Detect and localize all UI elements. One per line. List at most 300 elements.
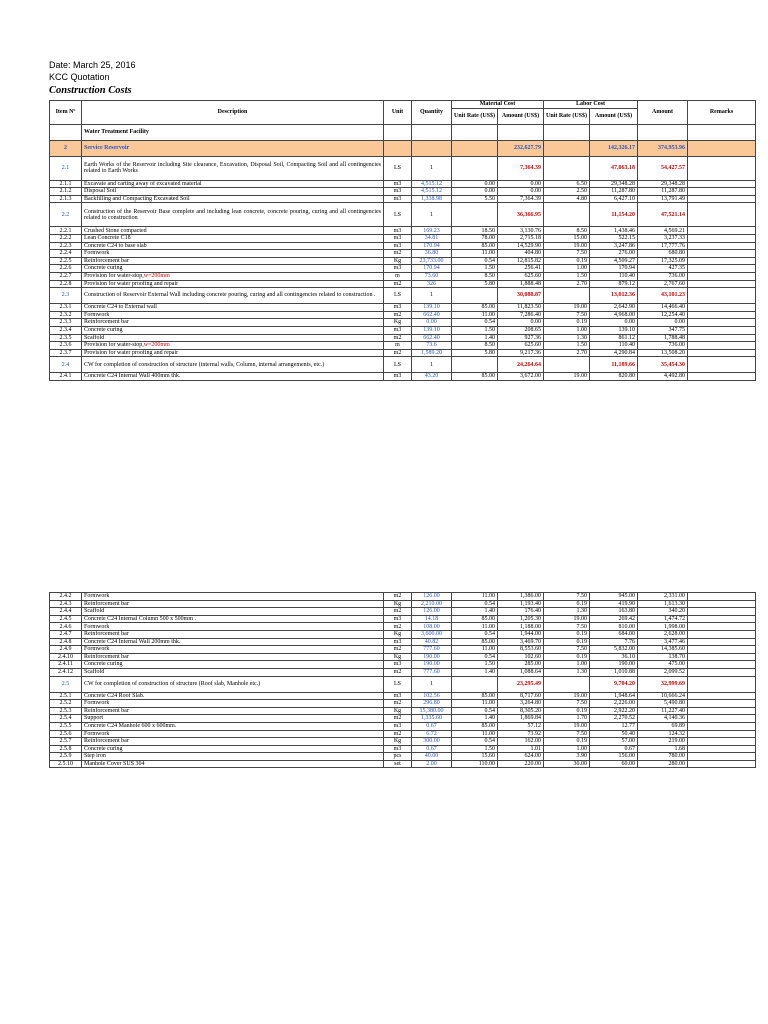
item-quantity: 1 bbox=[412, 357, 452, 373]
quotation-date: Date: March 25, 2016 bbox=[49, 60, 136, 70]
section-title: Water Treatment Facility bbox=[82, 124, 384, 140]
material-amount: 176.40 bbox=[498, 608, 544, 616]
item-number: 2.5.6 bbox=[50, 730, 82, 738]
table-row bbox=[50, 250, 756, 258]
item-unit: m3 bbox=[384, 195, 412, 203]
table-row bbox=[50, 227, 756, 235]
labor-unit-rate: 8.50 bbox=[544, 227, 590, 235]
remarks bbox=[688, 265, 756, 273]
material-amount: 1,869.84 bbox=[498, 715, 544, 723]
labor-unit-rate: 19.00 bbox=[544, 304, 590, 312]
item-unit: m2 bbox=[384, 334, 412, 342]
labor-amount: 163.80 bbox=[590, 608, 638, 616]
table-row bbox=[50, 646, 756, 654]
item-description: Provision for water proofing and repair bbox=[82, 349, 384, 357]
item-unit: m3 bbox=[384, 227, 412, 235]
labor-amount: 2,642.90 bbox=[590, 304, 638, 312]
material-amount: 3,672.00 bbox=[498, 373, 544, 381]
labor-unit-rate: 1.00 bbox=[544, 661, 590, 669]
summary-row bbox=[50, 156, 756, 180]
labor-amount: 11,154.20 bbox=[590, 203, 638, 227]
total-amount: 54,427.57 bbox=[638, 156, 688, 180]
item-quantity: 1,335.60 bbox=[412, 715, 452, 723]
item-description: Crushed Stone compacted bbox=[82, 227, 384, 235]
material-amount: 23,295.49 bbox=[498, 676, 544, 692]
remarks bbox=[688, 349, 756, 357]
total-amount: 17,777.76 bbox=[638, 242, 688, 250]
remarks bbox=[688, 272, 756, 280]
total-amount: 4,492.80 bbox=[638, 373, 688, 381]
item-quantity: 170.94 bbox=[412, 242, 452, 250]
item-quantity: 1,338.98 bbox=[412, 195, 452, 203]
remarks bbox=[688, 280, 756, 288]
labor-amount: 2,270.52 bbox=[590, 715, 638, 723]
item-description: Formwork bbox=[82, 311, 384, 319]
material-unit-rate: 11.00 bbox=[452, 593, 498, 601]
item-description: Reinforcement bar bbox=[82, 257, 384, 265]
total-amount: 29,348.28 bbox=[638, 180, 688, 188]
item-number: 2.1.3 bbox=[50, 195, 82, 203]
item-number: 2.3.2 bbox=[50, 311, 82, 319]
material-amount: 24,264.64 bbox=[498, 357, 544, 373]
labor-unit-rate: 7.50 bbox=[544, 311, 590, 319]
item-description: CW for completion of construction of structure (Roof slab, Manhole etc.) bbox=[82, 676, 384, 692]
remarks bbox=[688, 700, 756, 708]
item-description: Reinforcement bar bbox=[82, 600, 384, 608]
item-number: 2.4.10 bbox=[50, 653, 82, 661]
col-material-header: Material Cost bbox=[452, 101, 544, 109]
total-amount: 475.00 bbox=[638, 661, 688, 669]
item-description: Provision for water proofing and repair bbox=[82, 280, 384, 288]
total-amount: 11,287.80 bbox=[638, 188, 688, 196]
item-unit: LS bbox=[384, 288, 412, 304]
labor-unit-rate: 19.00 bbox=[544, 692, 590, 700]
item-description: Concrete curing bbox=[82, 745, 384, 753]
remarks bbox=[688, 715, 756, 723]
item-description: Earth Works of the Reservoir including Site clearance, Excavation, Disposal Soil, Compacting Soil and all contingencies related to Earth Works bbox=[82, 156, 384, 180]
table-row bbox=[50, 608, 756, 616]
total-amount: 14,385.60 bbox=[638, 646, 688, 654]
material-unit-rate: 0.00 bbox=[452, 180, 498, 188]
material-amount: 1,386.00 bbox=[498, 593, 544, 601]
item-unit: m2 bbox=[384, 668, 412, 676]
remarks bbox=[688, 730, 756, 738]
item-unit: m2 bbox=[384, 608, 412, 616]
total-amount: 0.00 bbox=[638, 319, 688, 327]
labor-unit-rate: 19.00 bbox=[544, 722, 590, 730]
item-quantity: 36.80 bbox=[412, 250, 452, 258]
labor-amount: 4,509.27 bbox=[590, 257, 638, 265]
material-amount: 2,715.18 bbox=[498, 234, 544, 242]
item-unit: Kg bbox=[384, 707, 412, 715]
material-amount: 3,130.76 bbox=[498, 227, 544, 235]
material-unit-rate: 18.50 bbox=[452, 227, 498, 235]
item-quantity: 662.40 bbox=[412, 311, 452, 319]
company-name: KCC Quotation bbox=[49, 72, 110, 82]
item-number: 2.3.3 bbox=[50, 319, 82, 327]
material-amount: 624.00 bbox=[498, 753, 544, 761]
table-row bbox=[50, 280, 756, 288]
table-row bbox=[50, 707, 756, 715]
item-quantity: 2,210.00 bbox=[412, 600, 452, 608]
item-description: Scaffold bbox=[82, 334, 384, 342]
table-row bbox=[50, 668, 756, 676]
item-number: 2.3 bbox=[50, 288, 82, 304]
total-amount: 13,791.49 bbox=[638, 195, 688, 203]
total-amount: 1.68 bbox=[638, 745, 688, 753]
table-row bbox=[50, 638, 756, 646]
material-unit-rate: 8.50 bbox=[452, 272, 498, 280]
item-description: Scaffold bbox=[82, 668, 384, 676]
labor-unit-rate: 0.19 bbox=[544, 707, 590, 715]
total-amount: 680.80 bbox=[638, 250, 688, 258]
remarks bbox=[688, 195, 756, 203]
material-unit-rate: 1.40 bbox=[452, 334, 498, 342]
item-number: 2.4.5 bbox=[50, 615, 82, 623]
item-number: 2.5.5 bbox=[50, 722, 82, 730]
col-description-header: Description bbox=[82, 101, 384, 125]
item-quantity: 190.00 bbox=[412, 653, 452, 661]
material-unit-rate: 1.40 bbox=[452, 608, 498, 616]
labor-unit-rate: 1.30 bbox=[544, 334, 590, 342]
material-unit-rate: 5.80 bbox=[452, 280, 498, 288]
material-amount: 256.41 bbox=[498, 265, 544, 273]
remarks bbox=[688, 188, 756, 196]
table-row bbox=[50, 623, 756, 631]
labor-unit-rate: 2.70 bbox=[544, 280, 590, 288]
material-unit-rate bbox=[452, 288, 498, 304]
document-title: Construction Costs bbox=[49, 85, 132, 96]
labor-amount: 419.90 bbox=[590, 600, 638, 608]
table-row bbox=[50, 615, 756, 623]
remarks bbox=[688, 288, 756, 304]
item-unit: m3 bbox=[384, 326, 412, 334]
item-number: 2.3.1 bbox=[50, 304, 82, 312]
item-quantity: 3,600.00 bbox=[412, 630, 452, 638]
total-amount: 138.70 bbox=[638, 653, 688, 661]
item-quantity: 40.00 bbox=[412, 753, 452, 761]
item-number: 2.2.7 bbox=[50, 272, 82, 280]
remarks bbox=[688, 745, 756, 753]
item-quantity: 1,589.20 bbox=[412, 349, 452, 357]
item-unit: m bbox=[384, 272, 412, 280]
labor-amount: 110.40 bbox=[590, 342, 638, 350]
material-amount: 8,305.20 bbox=[498, 707, 544, 715]
material-amount: 36,366.95 bbox=[498, 203, 544, 227]
material-amount: 0.00 bbox=[498, 319, 544, 327]
item-quantity: 40.82 bbox=[412, 638, 452, 646]
item-unit: Kg bbox=[384, 738, 412, 746]
table-row bbox=[50, 745, 756, 753]
remarks bbox=[688, 334, 756, 342]
table-row bbox=[50, 692, 756, 700]
item-unit: pcs bbox=[384, 753, 412, 761]
item-quantity: 4,515.12 bbox=[412, 180, 452, 188]
item-unit: m2 bbox=[384, 715, 412, 723]
table-row bbox=[50, 319, 756, 327]
labor-unit-rate: 0.19 bbox=[544, 600, 590, 608]
item-description bbox=[82, 272, 384, 280]
table-row bbox=[50, 242, 756, 250]
material-amount: 73.92 bbox=[498, 730, 544, 738]
item-number: 2.5.9 bbox=[50, 753, 82, 761]
remarks bbox=[688, 250, 756, 258]
remarks bbox=[688, 653, 756, 661]
labor-unit-rate: 30.00 bbox=[544, 760, 590, 768]
labor-amount: 142,326.17 bbox=[590, 140, 638, 156]
material-unit-rate: 0.54 bbox=[452, 319, 498, 327]
item-unit: m2 bbox=[384, 349, 412, 357]
remarks bbox=[688, 357, 756, 373]
labor-amount: 11,189.66 bbox=[590, 357, 638, 373]
item-quantity: 139.10 bbox=[412, 326, 452, 334]
labor-amount: 156.00 bbox=[590, 753, 638, 761]
labor-unit-rate: 7.50 bbox=[544, 593, 590, 601]
remarks bbox=[688, 760, 756, 768]
item-number: 2.2.3 bbox=[50, 242, 82, 250]
item-quantity: 0.67 bbox=[412, 722, 452, 730]
summary-row bbox=[50, 288, 756, 304]
table-row bbox=[50, 738, 756, 746]
material-amount: 57.12 bbox=[498, 722, 544, 730]
material-amount: 14,529.90 bbox=[498, 242, 544, 250]
item-quantity: 1 bbox=[412, 203, 452, 227]
material-unit-rate: 85.00 bbox=[452, 638, 498, 646]
item-number: 2.3.7 bbox=[50, 349, 82, 357]
labor-amount: 684.00 bbox=[590, 630, 638, 638]
summary-row bbox=[50, 357, 756, 373]
labor-unit-rate: 6.50 bbox=[544, 180, 590, 188]
labor-unit-rate: 19.00 bbox=[544, 615, 590, 623]
labor-amount: 36.10 bbox=[590, 653, 638, 661]
material-unit-rate: 85.00 bbox=[452, 373, 498, 381]
total-amount: 5,490.80 bbox=[638, 700, 688, 708]
item-unit: LS bbox=[384, 203, 412, 227]
total-amount: 280.00 bbox=[638, 760, 688, 768]
material-amount: 625.60 bbox=[498, 342, 544, 350]
item-quantity: 1 bbox=[412, 676, 452, 692]
labor-amount: 269.42 bbox=[590, 615, 638, 623]
item-description: Formwork bbox=[82, 730, 384, 738]
total-amount: 4,140.36 bbox=[638, 715, 688, 723]
labor-amount: 1,010.88 bbox=[590, 668, 638, 676]
item-number: 2.3.6 bbox=[50, 342, 82, 350]
item-description: Concrete C24 Internal Wall 200mm thk. bbox=[82, 638, 384, 646]
labor-unit-rate: 3.90 bbox=[544, 753, 590, 761]
labor-unit-rate: 7.50 bbox=[544, 700, 590, 708]
table-row bbox=[50, 195, 756, 203]
item-unit: Kg bbox=[384, 319, 412, 327]
labor-unit-rate: 1.00 bbox=[544, 326, 590, 334]
item-unit: m2 bbox=[384, 311, 412, 319]
labor-amount: 12.77 bbox=[590, 722, 638, 730]
table-row bbox=[50, 730, 756, 738]
item-quantity: 126.00 bbox=[412, 593, 452, 601]
table-row bbox=[50, 334, 756, 342]
col-remarks-header: Remarks bbox=[688, 101, 756, 125]
material-amount: 625.60 bbox=[498, 272, 544, 280]
labor-amount: 6,427.10 bbox=[590, 195, 638, 203]
material-unit-rate: 11.00 bbox=[452, 700, 498, 708]
material-amount: 927.36 bbox=[498, 334, 544, 342]
labor-amount: 879.12 bbox=[590, 280, 638, 288]
item-quantity: 326 bbox=[412, 280, 452, 288]
item-description: Concrete curing bbox=[82, 661, 384, 669]
remarks bbox=[688, 326, 756, 334]
total-amount: 374,953.96 bbox=[638, 140, 688, 156]
total-amount: 219.00 bbox=[638, 738, 688, 746]
item-number: 2.3.5 bbox=[50, 334, 82, 342]
labor-unit-rate: 0.19 bbox=[544, 319, 590, 327]
item-unit: m3 bbox=[384, 265, 412, 273]
summary-row bbox=[50, 203, 756, 227]
item-quantity: 43.20 bbox=[412, 373, 452, 381]
total-amount: 1,998.00 bbox=[638, 623, 688, 631]
col-amount-header: Amount bbox=[638, 101, 688, 125]
item-description: Concrete C24 Internal Column 500 x 500mm . bbox=[82, 615, 384, 623]
total-amount: 1,474.72 bbox=[638, 615, 688, 623]
labor-amount: 1,438.46 bbox=[590, 227, 638, 235]
material-amount: 285.00 bbox=[498, 661, 544, 669]
table-row bbox=[50, 653, 756, 661]
material-unit-rate bbox=[452, 156, 498, 180]
labor-unit-rate: 7.50 bbox=[544, 730, 590, 738]
labor-amount: 522.15 bbox=[590, 234, 638, 242]
item-description: Formwork bbox=[82, 593, 384, 601]
material-unit-rate: 1.40 bbox=[452, 715, 498, 723]
labor-unit-rate bbox=[544, 357, 590, 373]
item-number: 2 bbox=[50, 140, 82, 156]
material-amount: 1,888.48 bbox=[498, 280, 544, 288]
item-number: 2.4.7 bbox=[50, 630, 82, 638]
item-description: Reinforcement bar bbox=[82, 319, 384, 327]
table-row bbox=[50, 272, 756, 280]
item-number: 2.4.1 bbox=[50, 373, 82, 381]
total-amount: 13,508.20 bbox=[638, 349, 688, 357]
total-amount: 12,254.40 bbox=[638, 311, 688, 319]
total-amount: 3,477.46 bbox=[638, 638, 688, 646]
item-description: Concrete C24 Manhole 600 x 600mm. bbox=[82, 722, 384, 730]
total-amount: 43,101.23 bbox=[638, 288, 688, 304]
remarks bbox=[688, 623, 756, 631]
material-unit-rate: 0.54 bbox=[452, 600, 498, 608]
material-unit-rate: 0.54 bbox=[452, 738, 498, 746]
total-amount: 2,628.00 bbox=[638, 630, 688, 638]
total-amount: 1,613.30 bbox=[638, 600, 688, 608]
col-quantity-header: Quantity bbox=[412, 101, 452, 125]
material-unit-rate: 11.00 bbox=[452, 730, 498, 738]
total-amount: 2,767.60 bbox=[638, 280, 688, 288]
material-unit-rate: 1.50 bbox=[452, 326, 498, 334]
material-unit-rate: 15.60 bbox=[452, 753, 498, 761]
total-amount: 35,454.30 bbox=[638, 357, 688, 373]
material-amount: 0.00 bbox=[498, 188, 544, 196]
labor-unit-rate: 4.80 bbox=[544, 195, 590, 203]
item-quantity: 662.40 bbox=[412, 334, 452, 342]
labor-amount: 861.12 bbox=[590, 334, 638, 342]
item-number: 2.4.9 bbox=[50, 646, 82, 654]
material-unit-rate: 0.00 bbox=[452, 188, 498, 196]
remarks bbox=[688, 180, 756, 188]
item-unit: m3 bbox=[384, 692, 412, 700]
labor-amount: 0.00 bbox=[590, 319, 638, 327]
labor-unit-rate: 15.00 bbox=[544, 234, 590, 242]
item-description: Concrete C24 to base slab bbox=[82, 242, 384, 250]
table-row bbox=[50, 349, 756, 357]
labor-amount: 57.00 bbox=[590, 738, 638, 746]
service-reservoir-row bbox=[50, 140, 756, 156]
item-unit: m3 bbox=[384, 638, 412, 646]
item-unit: Kg bbox=[384, 257, 412, 265]
item-description: CW for completion of construction of structure (internal walls, Column, internal arrangements, etc.) bbox=[82, 357, 384, 373]
col-labor-header: Labor Cost bbox=[544, 101, 638, 109]
item-description: Manhole Cover SUS 304 bbox=[82, 760, 384, 768]
table-row bbox=[50, 700, 756, 708]
total-amount: 124.32 bbox=[638, 730, 688, 738]
labor-amount: 47,063.18 bbox=[590, 156, 638, 180]
item-unit: Kg bbox=[384, 653, 412, 661]
item-number: 2.4.2 bbox=[50, 593, 82, 601]
material-amount: 7,286.40 bbox=[498, 311, 544, 319]
remarks bbox=[688, 630, 756, 638]
item-unit: LS bbox=[384, 156, 412, 180]
item-unit: m3 bbox=[384, 188, 412, 196]
item-number: 2.2.2 bbox=[50, 234, 82, 242]
col-unit-header: Unit bbox=[384, 101, 412, 125]
item-unit: m3 bbox=[384, 745, 412, 753]
item-unit: m2 bbox=[384, 280, 412, 288]
material-unit-rate: 5.80 bbox=[452, 349, 498, 357]
labor-unit-rate: 1.30 bbox=[544, 608, 590, 616]
material-amount: 1,205.30 bbox=[498, 615, 544, 623]
item-description: Concrete curing bbox=[82, 265, 384, 273]
item-number: 2.5.8 bbox=[50, 745, 82, 753]
item-quantity: 190.00 bbox=[412, 661, 452, 669]
labor-amount: 1,948.64 bbox=[590, 692, 638, 700]
total-amount: 14,466.40 bbox=[638, 304, 688, 312]
remarks bbox=[688, 753, 756, 761]
remarks bbox=[688, 304, 756, 312]
item-quantity: 34.81 bbox=[412, 234, 452, 242]
labor-amount: 2,922.20 bbox=[590, 707, 638, 715]
total-amount: 780.00 bbox=[638, 753, 688, 761]
table-row bbox=[50, 326, 756, 334]
total-amount: 11,227.40 bbox=[638, 707, 688, 715]
material-amount: 3,264.80 bbox=[498, 700, 544, 708]
item-number: 2.2 bbox=[50, 203, 82, 227]
material-amount-header: Amount (US$) bbox=[498, 108, 544, 124]
table-row bbox=[50, 715, 756, 723]
labor-amount: 276.00 bbox=[590, 250, 638, 258]
item-description: Step iron bbox=[82, 753, 384, 761]
item-quantity: 1 bbox=[412, 156, 452, 180]
item-number: 2.5 bbox=[50, 676, 82, 692]
material-amount: 30,088.87 bbox=[498, 288, 544, 304]
labor-amount: 820.80 bbox=[590, 373, 638, 381]
labor-unit-rate: 1.30 bbox=[544, 668, 590, 676]
material-amount: 1.01 bbox=[498, 745, 544, 753]
labor-unit-rate: 19.00 bbox=[544, 242, 590, 250]
material-unit-rate: 5.50 bbox=[452, 195, 498, 203]
material-amount: 8,717.60 bbox=[498, 692, 544, 700]
item-description: Support bbox=[82, 715, 384, 723]
remarks bbox=[688, 738, 756, 746]
item-quantity: 4,515.12 bbox=[412, 188, 452, 196]
item-quantity: 15,380.00 bbox=[412, 707, 452, 715]
material-amount: 162.00 bbox=[498, 738, 544, 746]
item-description: Lean Concrete C18 bbox=[82, 234, 384, 242]
remarks bbox=[688, 638, 756, 646]
